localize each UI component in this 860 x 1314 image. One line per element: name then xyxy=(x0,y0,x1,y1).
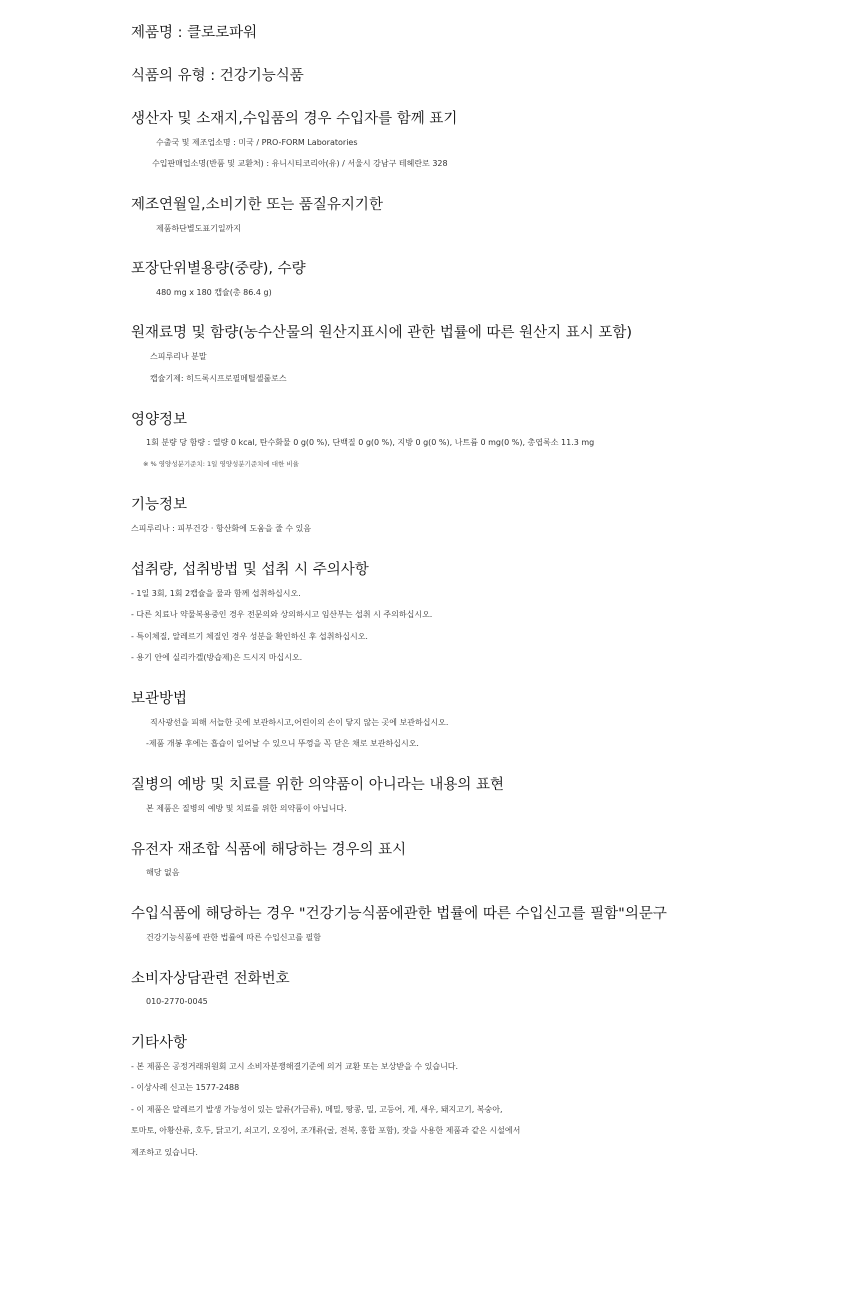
package-line: 480 mg x 180 캡슐(총 86.4 g) xyxy=(156,288,272,297)
etc-line: - 이상사례 신고는 1577-2488 xyxy=(131,1083,240,1092)
import-notice-heading: 수입식품에 해당하는 경우 "건강기능식품에관한 법률에 따른 수입신고를 필함"의문구 xyxy=(131,906,667,922)
producer-heading: 생산자 및 소재지,수입품의 경우 수입자를 함께 표기 xyxy=(131,111,458,127)
etc-line: - 본 제품은 공정거래위원회 고시 소비자분쟁해결기준에 의거 교환 또는 보상받을 수 있습니다. xyxy=(131,1062,459,1071)
producer-line: 수입판매업소명(반품 및 교환처) : 유니시티코리아(유) / 서울시 강남구 테헤란로 328 xyxy=(152,159,448,168)
etc-line: 토마토, 아황산류, 호두, 닭고기, 쇠고기, 오징어, 조개류(굴, 전복, 홍합 포함), 잣을 사용한 제품과 같은 시설에서 xyxy=(131,1126,521,1135)
etc-line: - 이 제품은 알레르기 발생 가능성이 있는 알류(가금류), 메밀, 땅콩, 밀, 고등어, 게, 새우, 돼지고기, 복숭아, xyxy=(131,1105,503,1114)
consumer-phone-number: 010-2770-0045 xyxy=(146,997,208,1006)
nutrition-heading: 영양정보 xyxy=(131,412,188,428)
gmo-line: 해당 없음 xyxy=(146,868,180,877)
import-notice-line: 건강기능식품에 관한 법률에 따른 수입신고를 필함 xyxy=(146,933,322,942)
function-heading: 기능정보 xyxy=(131,497,188,513)
nutrition-note: ※ % 영양성분기준치: 1일 영양성분기준치에 대한 비율 xyxy=(143,460,299,468)
product-name: 제품명 : 클로로파워 xyxy=(131,25,258,41)
medicine-notice-line: 본 제품은 질병의 예방 및 치료를 위한 의약품이 아닙니다. xyxy=(146,804,347,813)
ingredients-line: 캡슐기제: 히드록시프로필메틸셀룰로스 xyxy=(150,374,287,383)
package-heading: 포장단위별용량(중량), 수량 xyxy=(131,261,306,277)
nutrition-line: 1회 분량 당 함량 : 열량 0 kcal, 탄수화물 0 g(0 %), 단백질 0 g(0 %), 지방 0 g(0 %), 나트륨 0 mg(0 %), 총엽록소 11.3 mg xyxy=(146,438,595,447)
intake-line: - 특이체질, 알레르기 체질인 경우 성분을 확인하신 후 섭취하십시오. xyxy=(131,632,368,641)
intake-line: - 용기 안에 실리카겔(방습제)은 드시지 마십시오. xyxy=(131,653,303,662)
etc-line: 제조하고 있습니다. xyxy=(131,1148,198,1157)
storage-line: 직사광선을 피해 서늘한 곳에 보관하시고,어린이의 손이 닿지 않는 곳에 보관하십시오. xyxy=(150,718,449,727)
food-type: 식품의 유형 : 건강기능식품 xyxy=(131,68,304,84)
consumer-phone-heading: 소비자상담관련 전화번호 xyxy=(131,971,290,987)
intake-heading: 섭취량, 섭취방법 및 섭취 시 주의사항 xyxy=(131,562,369,578)
ingredients-line: 스피루리나 분말 xyxy=(150,352,207,361)
dates-line: 제품하단별도표기일까지 xyxy=(156,224,242,233)
ingredients-heading: 원재료명 및 함량(농수산물의 원산지표시에 관한 법률에 따른 원산지 표시 포함) xyxy=(131,325,633,341)
storage-heading: 보관방법 xyxy=(131,691,188,707)
intake-line: - 다른 치료나 약물복용중인 경우 전문의와 상의하시고 임산부는 섭취 시 주의하십시오. xyxy=(131,610,433,619)
function-line: 스피루리나 : 피부건강 · 항산화에 도움을 줄 수 있음 xyxy=(131,524,312,533)
intake-line: - 1일 3회, 1회 2캡슐을 물과 함께 섭취하십시오. xyxy=(131,589,301,598)
producer-line: 수출국 및 제조업소명 : 미국 / PRO-FORM Laboratories xyxy=(156,138,358,147)
dates-heading: 제조연월일,소비기한 또는 품질유지기한 xyxy=(131,197,383,213)
medicine-notice-heading: 질병의 예방 및 치료를 위한 의약품이 아니라는 내용의 표현 xyxy=(131,777,505,793)
etc-heading: 기타사항 xyxy=(131,1035,188,1051)
gmo-heading: 유전자 재조합 식품에 해당하는 경우의 표시 xyxy=(131,842,407,858)
storage-line: -제품 개봉 후에는 흡습이 일어날 수 있으니 뚜껑을 꼭 닫은 채로 보관하십시오. xyxy=(146,739,419,748)
